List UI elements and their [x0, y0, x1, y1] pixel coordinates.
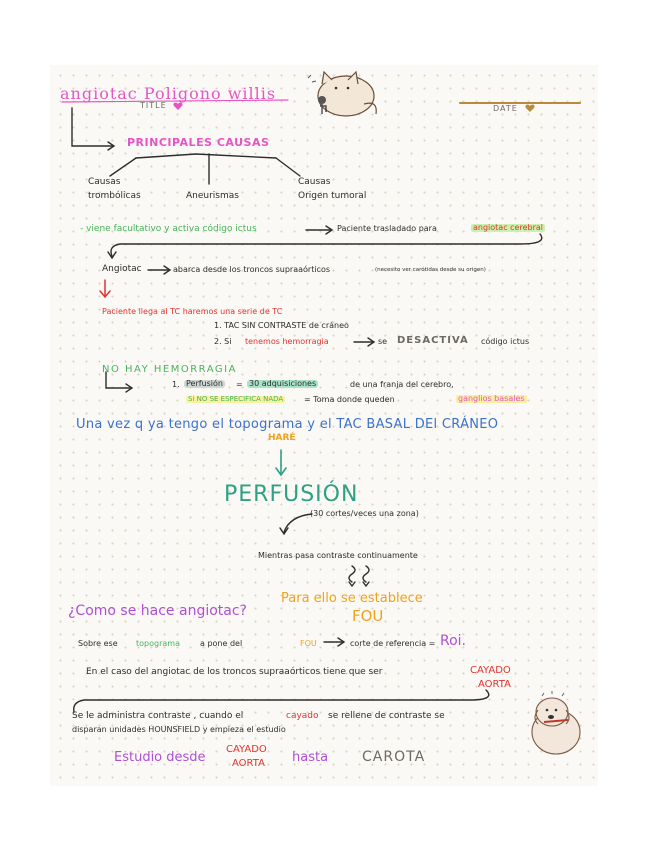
- note-desactiva: DESACTIVA: [397, 335, 469, 346]
- note-mientras: Mientras pasa contraste continuamente: [258, 551, 418, 560]
- page-title: angiotac Poligono willis: [60, 84, 277, 103]
- cause-1-line2: trombólicas: [88, 191, 141, 201]
- date-label: DATE: [493, 104, 518, 113]
- note-angiotac: Angiotac: [102, 264, 142, 274]
- note-perf-num: 1.: [172, 380, 180, 389]
- note-en-el-caso: En el caso del angiotac de los troncos supraaórticos tiene que ser: [86, 667, 383, 677]
- note-para-ello: Para ello se establece: [281, 591, 423, 606]
- note-cayado-2: CAYADO: [226, 744, 267, 755]
- note-step2-post: se: [378, 337, 388, 346]
- note-corte-ref: corte de referencia =: [350, 639, 436, 648]
- note-hare: HARÉ: [268, 433, 296, 443]
- note-cayado: CAYADO: [470, 665, 511, 676]
- note-codigo-ictus: código ictus: [481, 337, 530, 346]
- note-cortes: (30 cortes/veces una zona): [310, 509, 419, 518]
- note-estudio-desde: Estudio desde: [114, 750, 206, 765]
- note-step2-pre: 2. Si: [214, 337, 232, 346]
- note-si-no: Si NO SE ESPECIFICA NADA: [188, 395, 284, 403]
- title-label: TITLE: [140, 101, 167, 110]
- note-sobre-pre: Sobre ese: [78, 639, 118, 648]
- note-abarca: abarca desde los troncos supraaórticos: [173, 265, 331, 274]
- note-paciente-llega: Paciente llega al TC haremos una serie de TC: [102, 307, 283, 316]
- note-una-vez: Una vez q ya tengo el topograma y el TAC BASAL DEl CRÁNEO: [76, 417, 499, 432]
- note-roi: Roi.: [440, 633, 467, 649]
- perfusion-heading: PERFUSIÓN: [224, 482, 359, 507]
- note-ganglios: ganglios basales: [458, 394, 525, 403]
- note-sobre-mid: a pone del: [200, 639, 243, 648]
- causes-heading: PRINCIPALES CAUSAS: [127, 136, 270, 149]
- note-se-le-post: se rellene de contraste se: [328, 711, 445, 721]
- note-cayado-small: cayado: [286, 711, 319, 721]
- note-franja: de una franja del cerebro,: [350, 380, 454, 389]
- note-como: ¿Como se hace angiotac?: [68, 603, 247, 619]
- note-aorta: AORTA: [478, 679, 511, 690]
- note-angiotac-cerebral: angiotac cerebral: [473, 223, 543, 232]
- note-aorta-2: AORTA: [232, 758, 265, 769]
- note-trasladado: Paciente trasladado para: [337, 224, 437, 233]
- note-facultativo: - viene facultativo y activa código ictus: [80, 224, 257, 234]
- note-carota: CAROTA: [362, 749, 426, 765]
- cause-1-line1: Causas: [88, 177, 121, 187]
- note-abarca-extra: (necesito ver carótidas desde su origen): [375, 267, 486, 273]
- note-toma: = Toma donde queden: [304, 395, 395, 404]
- cause-2-line2: Aneurismas: [186, 191, 239, 201]
- note-fou-big: FOU: [352, 607, 384, 625]
- note-adquisiciones: 30 adquisiciones: [249, 379, 317, 388]
- note-fou-small: FOU: [300, 639, 317, 648]
- note-no-hemorragia: NO HAY HEMORRAGIA: [102, 364, 237, 375]
- note-step1: 1. TAC SIN CONTRASTE de cráneo: [214, 321, 349, 330]
- note-perfusion-word: Perfusión: [186, 379, 223, 388]
- note-hasta: hasta: [292, 750, 329, 765]
- note-disparan: disparan unidades HOUNSFIELD y empieza el estudio: [72, 725, 286, 734]
- note-perf-eq: =: [236, 380, 243, 389]
- note-step2-red: tenemos hemorragia: [245, 337, 329, 346]
- cause-3-line1: Causas: [298, 177, 331, 187]
- cause-3-line2: Origen tumoral: [298, 191, 367, 201]
- note-topograma: topograma: [136, 639, 180, 648]
- note-se-le-pre: Se le administra contraste , cuando el: [72, 711, 244, 721]
